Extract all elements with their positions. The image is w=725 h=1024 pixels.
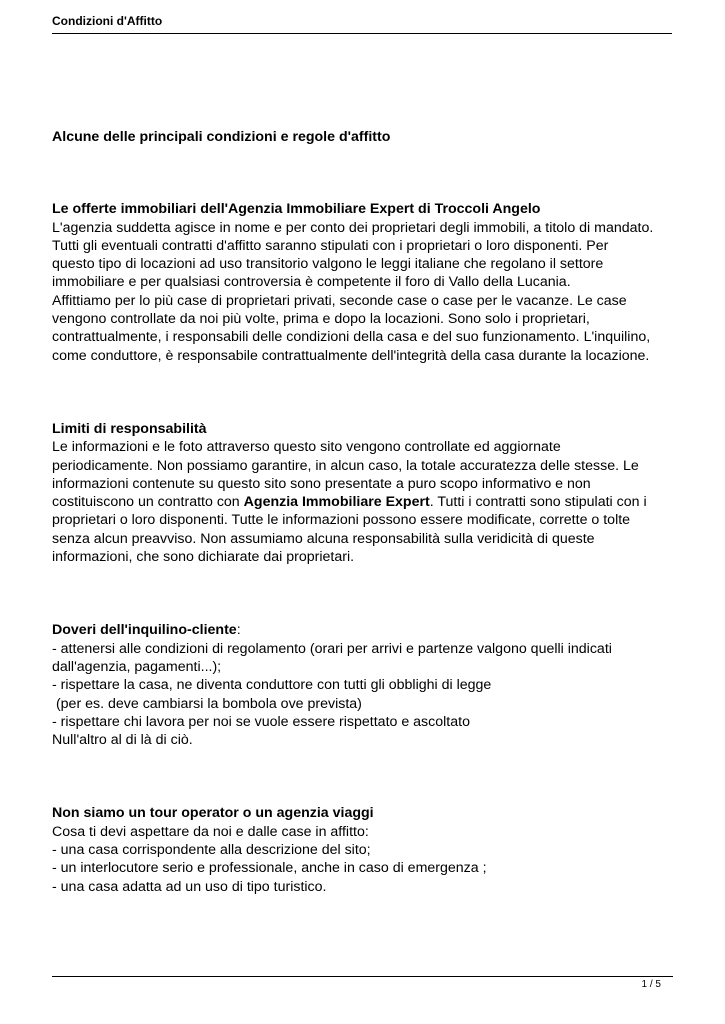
list-line: - una casa adatta ad un uso di tipo turistico. <box>52 878 327 895</box>
paragraph-line: Tutti gli eventuali contratti d'affitto saranno stipulati con i proprietari o loro disponenti. Per <box>52 237 609 254</box>
paragraph-line: periodicamente. Non possiamo garantire, in alcun caso, la totale accuratezza delle stesse. Le <box>52 457 639 474</box>
paragraph-line: proprietari o loro disponenti. Tutte le informazioni possono essere modificate, corrette o tolte <box>52 512 631 529</box>
document-body <box>52 128 677 896</box>
heading-colon: : <box>236 622 241 639</box>
paragraph-line: informazioni, che sono dichiarate dai proprietari. <box>52 549 355 566</box>
page-number: 1 / 5 <box>641 979 661 990</box>
paragraph-line: immobiliare e per qualsiasi controversia è competente il foro di Vallo della Lucania. <box>52 274 571 291</box>
section-offerte <box>52 200 677 365</box>
section-heading: Le offerte immobiliari dell'Agenzia Immobiliare Expert di Troccoli Angelo <box>52 201 541 218</box>
paragraph-line: senza alcun preavviso. Non assumiamo alcuna responsabilità sulla veridicità di queste <box>52 530 595 547</box>
list-line: dall'agenzia, pagamenti...); <box>52 658 222 675</box>
list-line: - rispettare chi lavora per noi se vuole essere rispettato e ascoltato <box>52 713 470 730</box>
paragraph-line: questo tipo di locazioni ad uso transitorio valgono le leggi italiane che regolano il settore <box>52 256 604 273</box>
section-tour <box>52 804 677 895</box>
list-line: Cosa ti devi aspettare da noi e dalle case in affitto: <box>52 823 369 840</box>
page-header <box>52 14 672 34</box>
agency-name-bold: Agenzia Immobiliare Expert <box>243 494 430 511</box>
document-title: Alcune delle principali condizioni e regole d'affitto <box>52 129 391 145</box>
section-heading <box>52 621 677 639</box>
paragraph-line: come conduttore, è responsabile contrattualmente dell'integrità della casa durante la locazione. <box>52 347 650 364</box>
paragraph-line: contrattualmente, i responsabili delle condizioni della casa e del suo funzionamento. L'inquilino, <box>52 329 651 346</box>
paragraph-line: Affittiamo per lo più case di proprietari privati, seconde case o case per le vacanze. Le case <box>52 292 627 309</box>
paragraph-line: Le informazioni e le foto attraverso questo sito vengono controllate ed aggiornate <box>52 439 561 456</box>
list-line: - rispettare la casa, ne diventa conduttore con tutti gli obblighi di legge <box>52 677 492 694</box>
text-run: . Tutti i contratti sono stipulati con i <box>429 494 647 511</box>
list-line: (per es. deve cambiarsi la bombola ove prevista) <box>52 695 362 712</box>
paragraph-line: informazioni contenute su questo sito sono presentate a puro scopo informativo e non <box>52 475 591 492</box>
list-line: - attenersi alle condizioni di regolamento (orari per arrivi e partenze valgono quelli indicati <box>52 640 612 657</box>
paragraph-line: L'agenzia suddetta agisce in nome e per conto dei proprietari degli immobili, a titolo di mandato. <box>52 219 654 236</box>
footer-rule <box>52 976 673 977</box>
section-doveri <box>52 621 677 749</box>
list-line: Null'altro al di là di ciò. <box>52 732 193 749</box>
text-run: costituiscono un contratto con <box>52 494 244 511</box>
paragraph-line <box>52 493 677 511</box>
heading-text: Doveri dell'inquilino-cliente <box>52 622 237 639</box>
section-heading: Limiti di responsabilità <box>52 420 207 437</box>
list-line: - un interlocutore serio e professionale, anche in caso di emergenza ; <box>52 860 487 877</box>
section-heading: Non siamo un tour operator o un agenzia viaggi <box>52 805 374 822</box>
paragraph-line: vengono controllate da noi più volte, prima e dopo la locazioni. Sono solo i proprietari, <box>52 311 590 328</box>
section-limiti <box>52 420 677 566</box>
header-title: Condizioni d'Affitto <box>52 14 163 28</box>
list-line: - una casa corrispondente alla descrizione del sito; <box>52 842 371 859</box>
